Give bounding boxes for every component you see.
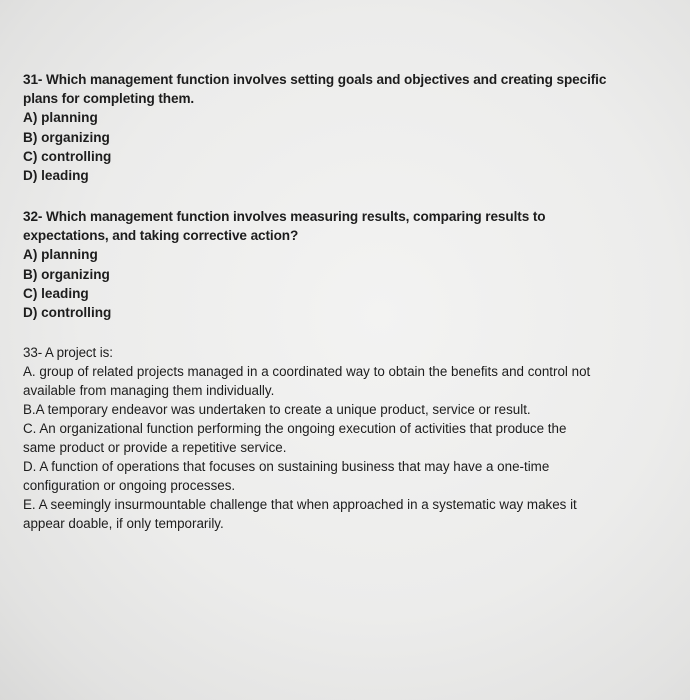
question-33-stem: 33- A project is: — [23, 345, 113, 360]
question-32-stem-line-1: 32- Which management function involves measuring results, comparing results to — [23, 209, 546, 224]
question-33-option-e-line-2: appear doable, if only temporarily. — [23, 516, 224, 531]
question-33-option-a-line-2: available from managing them individually. — [23, 383, 275, 398]
question-31-option-b: B) organizing — [23, 129, 110, 145]
question-32 — [23, 207, 663, 322]
question-33-option-e-line-1: E. A seemingly insurmountable challenge that when approached in a systematic way makes it — [23, 497, 577, 512]
question-31-option-a: A) planning — [23, 110, 98, 126]
question-31-stem-line-1: 31- Which management function involves setting goals and objectives and creating specific — [23, 72, 607, 87]
question-32-option-a: A) planning — [23, 247, 98, 263]
question-32-stem-line-2: expectations, and taking corrective action? — [23, 228, 299, 244]
question-33-option-d-line-1: D. A function of operations that focuses on sustaining business that may have a one-time — [23, 459, 550, 474]
question-31-option-d: D) leading — [23, 168, 89, 184]
question-33-option-b: B.A temporary endeavor was undertaken to create a unique product, service or result. — [23, 402, 531, 417]
question-32-option-c: C) leading — [23, 285, 89, 301]
question-33-option-c-line-2: same product or provide a repetitive service. — [23, 440, 287, 455]
question-32-option-b: B) organizing — [23, 266, 110, 282]
question-31-option-c: C) controlling — [23, 148, 112, 164]
question-33 — [23, 343, 663, 533]
question-31 — [23, 70, 663, 185]
question-31-stem-line-2: plans for completing them. — [23, 91, 195, 107]
question-33-option-a-line-1: A. group of related projects managed in a coordinated way to obtain the benefits and control not — [23, 364, 591, 379]
question-33-option-c-line-1: C. An organizational function performing the ongoing execution of activities that produce the — [23, 421, 567, 436]
question-32-option-d: D) controlling — [23, 305, 112, 321]
question-33-option-d-line-2: configuration or ongoing processes. — [23, 478, 236, 493]
